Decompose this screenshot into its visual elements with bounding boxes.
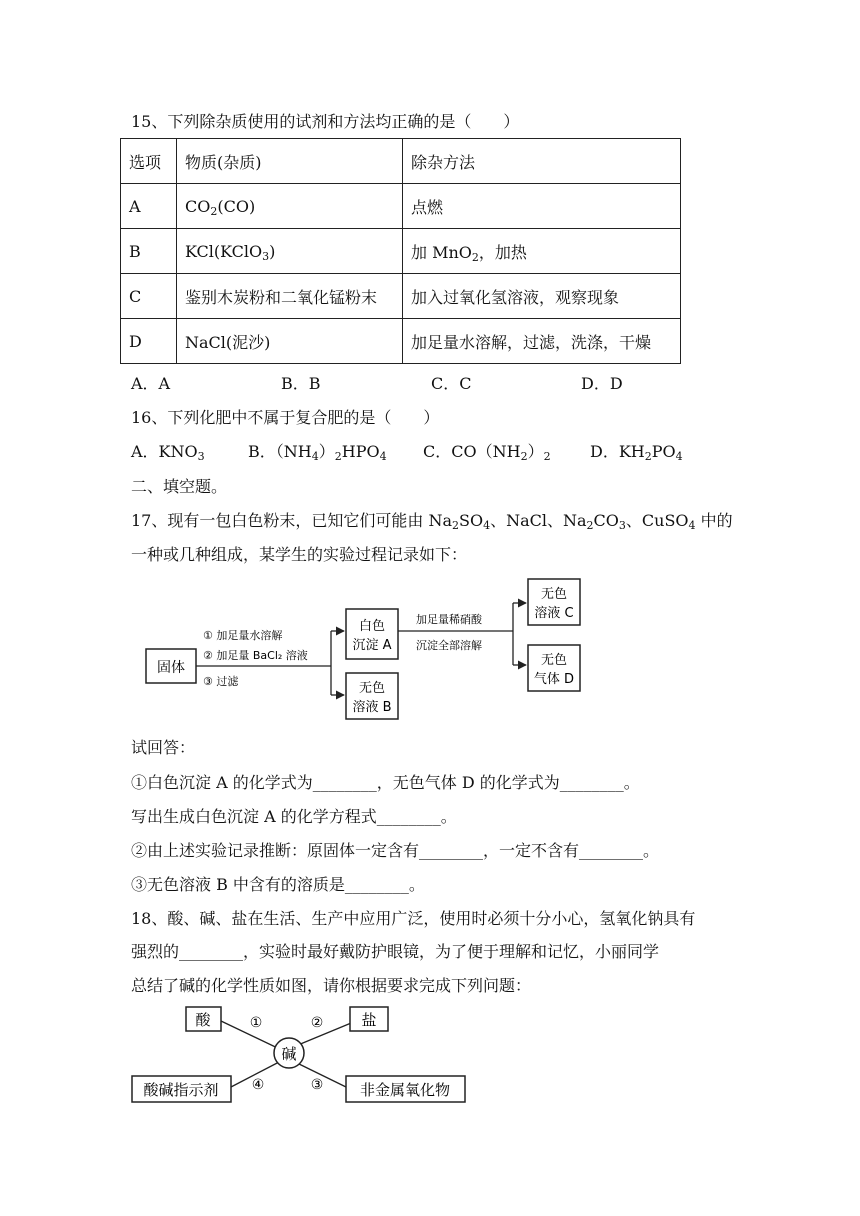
q16-choice-b: B．$(NH_4)_2HPO_4$ xyxy=(248,442,387,463)
header-method: 除杂方法 xyxy=(403,139,681,184)
cell-method: 加足量水溶解，过滤，洗涤，干燥 xyxy=(403,319,681,364)
q15-choice-d: D．D xyxy=(581,374,623,393)
label-indicator: 酸碱指示剂 xyxy=(143,1081,219,1099)
q15-table xyxy=(120,138,681,364)
table-row xyxy=(121,274,681,319)
label-step3: ③ 过滤 xyxy=(203,675,239,688)
label-num-1: ① xyxy=(249,1015,263,1031)
label-num-3: ③ xyxy=(310,1077,324,1093)
cell-option: B xyxy=(121,229,177,274)
cell-substance: 鉴别木炭粉和二氧化锰粉末 xyxy=(177,274,403,319)
cell-method: 点燃 xyxy=(403,184,681,229)
label-num-4: ④ xyxy=(251,1077,265,1093)
label-solid: 固体 xyxy=(157,660,185,676)
label-acid: 酸 xyxy=(195,1011,211,1029)
q16-choice-a: A．$KNO_3$ xyxy=(131,442,205,463)
label-dissolve: 沉淀全部溶解 xyxy=(416,639,482,652)
label-solnb-2: 溶液 B xyxy=(352,700,392,715)
q15-choice-a: A．A xyxy=(131,374,171,393)
cell-option: A xyxy=(121,184,177,229)
q16-choice-c: C．$CO(NH_2)_2$ xyxy=(423,442,551,463)
q18-line1: 18、酸、碱、盐在生活、生产中应用广泛，使用时必须十分小心，氢氧化钠具有 xyxy=(131,909,696,928)
q15-stem: 15、下列除杂质使用的试剂和方法均正确的是（ ） xyxy=(131,112,520,131)
label-num-2: ② xyxy=(310,1015,324,1031)
cell-substance: NaCl(泥沙) xyxy=(177,319,403,364)
table-row xyxy=(121,184,681,229)
label-precip-1: 白色 xyxy=(358,619,386,634)
label-solnc-2: 溶液 C xyxy=(534,606,574,621)
q16-stem: 16、下列化肥中不属于复合肥的是（ ） xyxy=(131,408,440,427)
label-gasd-1: 无色 xyxy=(540,653,568,668)
q15-choice-c: C．C xyxy=(431,374,472,393)
label-solnc-1: 无色 xyxy=(540,587,568,602)
section-heading: 二、填空题。 xyxy=(131,477,228,496)
table-row xyxy=(121,319,681,364)
label-step2: ② 加足量 BaCl₂ 溶液 xyxy=(203,649,308,662)
header-option: 选项 xyxy=(121,139,177,184)
q15-choice-b: B．B xyxy=(281,374,321,393)
q17-flow-diagram xyxy=(131,573,589,721)
q17-answer-1b: 写出生成白色沉淀 A 的化学方程式________。 xyxy=(131,807,457,826)
q17-answer-1: ①白色沉淀 A 的化学式为________，无色气体 D 的化学式为________。 xyxy=(131,773,640,792)
q18-base-diagram xyxy=(131,1003,471,1105)
q17-answer-3: ③无色溶液 B 中含有的溶质是________。 xyxy=(131,875,425,894)
q18-line2: 强烈的________，实验时最好戴防护眼镜，为了便于理解和记忆，小丽同学 xyxy=(131,942,660,961)
q17-answer-2: ②由上述实验记录推断：原固体一定含有________，一定不含有________。 xyxy=(131,841,660,860)
label-precip-2: 沉淀 A xyxy=(352,638,392,653)
label-solnb-1: 无色 xyxy=(358,681,386,696)
label-acid: 加足量稀硝酸 xyxy=(416,613,482,626)
cell-method: 加 MnO$_2$，加热 xyxy=(403,229,681,274)
label-step1: ① 加足量水溶解 xyxy=(203,629,283,642)
label-nonmetal-oxide: 非金属氧化物 xyxy=(359,1081,451,1099)
cell-substance: KCl(KClO$_3$) xyxy=(177,229,403,274)
header-substance: 物质(杂质) xyxy=(177,139,403,184)
cell-method: 加入过氧化氢溶液，观察现象 xyxy=(403,274,681,319)
cell-substance: $CO_2(CO)$ xyxy=(177,184,403,229)
cell-option: C xyxy=(121,274,177,319)
label-base: 碱 xyxy=(281,1045,297,1063)
label-salt: 盐 xyxy=(361,1011,377,1029)
label-gasd-2: 气体 D xyxy=(533,672,575,687)
q17-ask: 试回答： xyxy=(131,738,196,757)
q16-choice-d: D．$KH_2PO_4$ xyxy=(590,442,683,463)
q18-line3: 总结了碱的化学性质如图，请你根据要求完成下列问题： xyxy=(131,976,532,995)
q17-line1: 17、现有一包白色粉末，已知它们可能由 $Na_2SO_4$、NaCl、$Na_2CO_3$、CuSO$_4$ 中的 xyxy=(131,511,733,532)
cell-option: D xyxy=(121,319,177,364)
table-header-row xyxy=(121,139,681,184)
table-row xyxy=(121,229,681,274)
q17-line2: 一种或几种组成，某学生的实验过程记录如下： xyxy=(131,545,468,564)
